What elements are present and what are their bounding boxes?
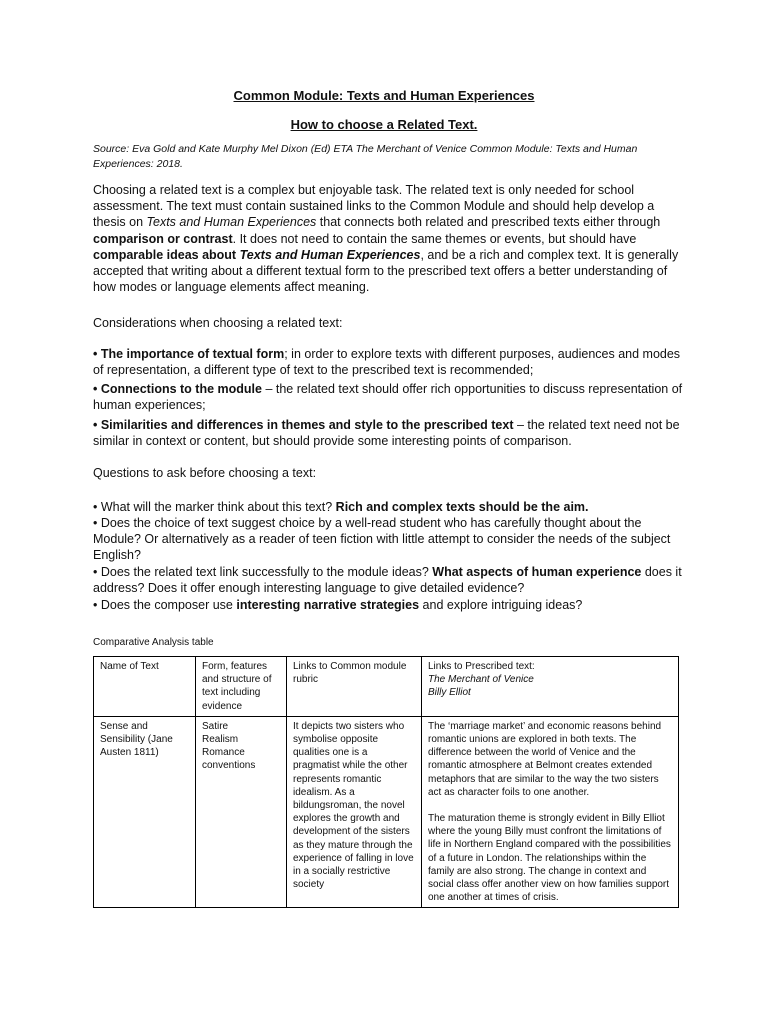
cell-prescribed-links: The ‘marriage market’ and economic reasons behind romantic unions are explored in both texts. The difference between the world of Venice and the romantic atmosphere at Belmont creates extended metaphors that are similar to the way the two sisters act as character foils to one another. The maturation theme is strongly evident in Billy Elliot where the young Billy must confront the limitations of life in Northern England compared with the possibilities of a future in London. The relationships within the family are also strong. The change in context and social class offer another view on how families support one another at times of crisis. [422, 716, 679, 908]
cell-module-links: It depicts two sisters who symbolise opposite qualities one is a pragmatist while the other represents romantic idealism. As a bildungsroman, the novel explores the growth and development of the sisters as they mature through the experience of falling in love in a socially restrictive society [287, 716, 422, 908]
question-item: • Does the composer use interesting narrative strategies and explore intriguing ideas? [93, 598, 583, 612]
table-header-row [94, 657, 679, 717]
questions-heading: Questions to ask before choosing a text: [93, 466, 317, 480]
comparative-analysis-table [93, 656, 679, 908]
consideration-item: • Connections to the module – the related text should offer rich opportunities to discuss representation of human experiences; [93, 382, 683, 412]
cell-text-name: Sense and Sensibility (Jane Austen 1811) [94, 716, 196, 908]
question-item: • What will the marker think about this text? Rich and complex texts should be the aim. [93, 500, 589, 514]
table-row [94, 716, 679, 908]
consideration-item: • Similarities and differences in themes and style to the prescribed text – the related text need not be similar in context or content, but should provide some interesting points of comparison. [93, 418, 680, 448]
header-links-common-module: Links to Common module rubric [287, 657, 422, 717]
header-links-prescribed: Links to Prescribed text: The Merchant of Venice Billy Elliot [422, 657, 679, 717]
intro-paragraph: Choosing a related text is a complex but enjoyable task. The related text is only needed for school assessment. The text must contain sustained links to the Common Module and should help develop a thesis on Texts and Human Experiences that connects both related and prescribed texts either through comparison or contrast. It does not need to contain the same themes or events, but should have comparable ideas about Texts and Human Experiences, and be a rich and complex text. It is generally accepted that writing about a different textual form to the prescribed text offers a better understanding of how modes or language elements affect meaning. [93, 183, 679, 295]
considerations-heading: Considerations when choosing a related text: [93, 316, 343, 330]
header-name-of-text: Name of Text [94, 657, 196, 717]
cell-form: Satire Realism Romance conventions [196, 716, 287, 908]
question-item: • Does the choice of text suggest choice by a well-read student who has carefully thought about the Module? Or alternatively as a reader of teen fiction with little attempt to consider the needs of the subject English? [93, 516, 671, 562]
header-form-features: Form, features and structure of text including evidence [196, 657, 287, 717]
question-item: • Does the related text link successfully to the module ideas? What aspects of human experience does it address? Does it offer enough interesting language to give detailed evidence? [93, 565, 682, 595]
table-caption: Comparative Analysis table [93, 637, 214, 648]
document-subtitle: How to choose a Related Text. [290, 117, 478, 132]
source-citation: Source: Eva Gold and Kate Murphy Mel Dixon (Ed) ETA The Merchant of Venice Common Module: Texts and Human Experiences: 2018. [93, 143, 638, 170]
document-title: Common Module: Texts and Human Experiences [233, 88, 535, 103]
consideration-item: • The importance of textual form; in order to explore texts with different purposes, audiences and modes of representation, a different type of text to the prescribed text is recommended; [93, 347, 681, 377]
